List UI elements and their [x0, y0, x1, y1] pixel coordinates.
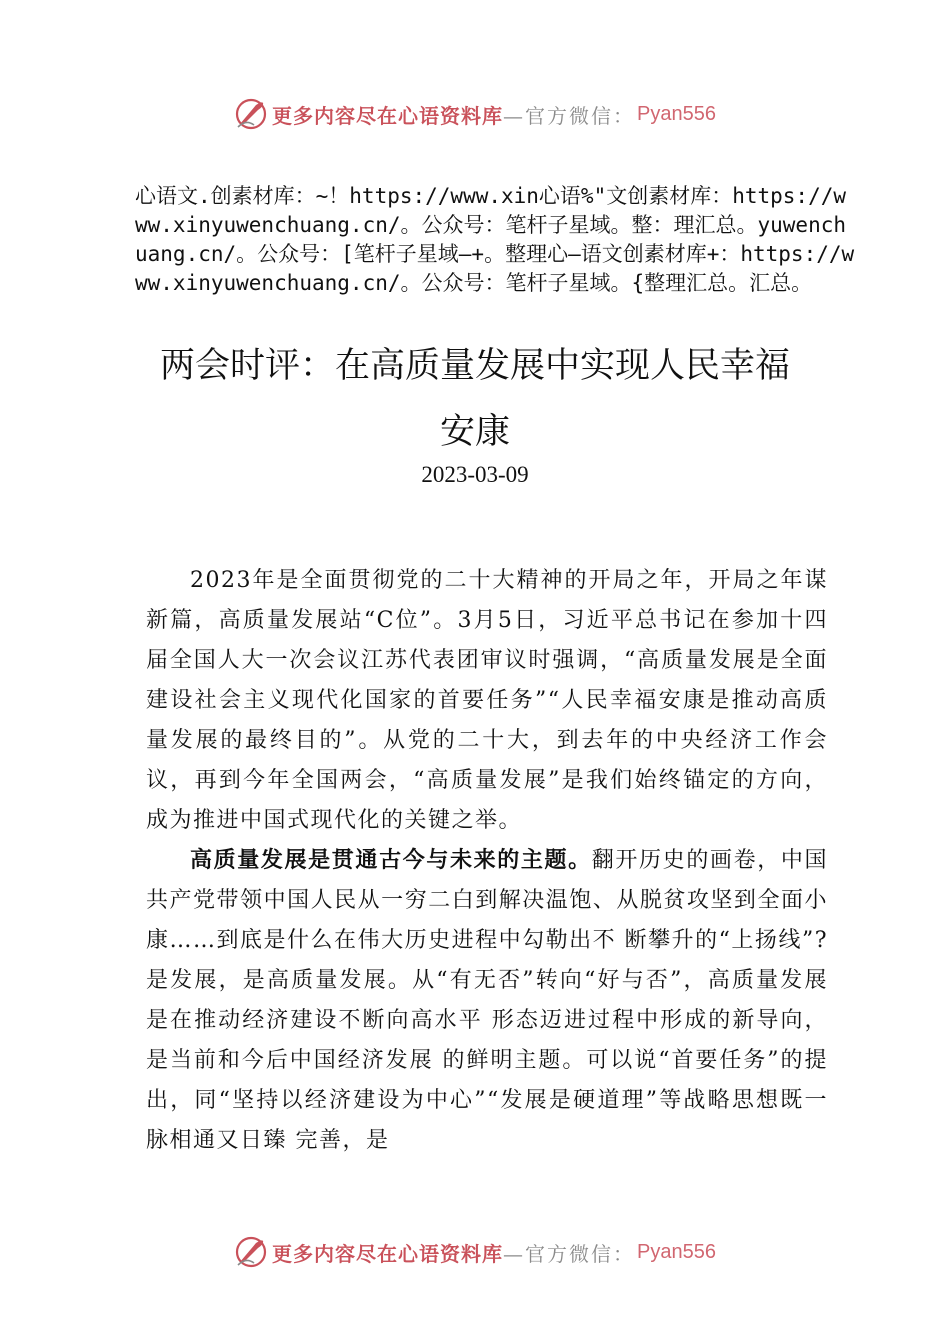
header-wechat-id: Pyan556: [637, 102, 716, 125]
footer-wechat-id: Pyan556: [637, 1240, 716, 1263]
quill-logo-icon: [234, 97, 268, 131]
header-banner-dash: —官方微信：: [503, 103, 636, 128]
paragraph-2-lead: 高质量发展是贯通古今与未来的主题。: [190, 848, 592, 873]
header-banner: [0, 94, 950, 134]
footer-banner-dash: —官方微信：: [503, 1241, 636, 1266]
paragraph-2: [146, 841, 828, 1161]
source-text-block: 心语文.创素材库：~！https://www.xin心语%"文创素材库：https://www.xinyuwenchuang.cn/。公众号：笔杆子星域。整：理汇总。yuwenchuang.cn/。公众号：[笔杆子星域—+。整理心—语文创素材库+：https://www.xinyuwenchuang.cn/。公众号：笔杆子星域。{整理汇总。汇总。: [135, 184, 855, 295]
footer-banner: [0, 1232, 950, 1272]
article-body: [146, 561, 828, 1161]
footer-banner-text: 更多内容尽在心语资料库: [272, 1241, 504, 1266]
article-title: 两会时评：在高质量发展中实现人民幸福安康: [159, 346, 790, 452]
paragraph-1: 2023年是全面贯彻党的二十大精神的开局之年，开局之年谋新篇，高质量发展站“C位”。3月5日，习近平总书记在参加十四届全国人大一次会议江苏代表团审议时强调，“高质量发展是全面建设社会主义现代化国家的首要任务”“人民幸福安康是推动高质量发展的最终目的”。从党的二十大，到去年的中央经济工作会议，再到今年全国两会，“高质量发展”是我们始终锚定的方向，成为推进中国式现代化的关键之举。: [146, 568, 828, 833]
article-date: 2023-03-09: [421, 462, 529, 487]
paragraph-2-text: 翻开历史的画卷，中国共产党带领中国人民从一穷二白到解决温饱、从脱贫攻坚到全面小康……到底是什么在伟大历史进程中勾勒出不 断攀升的“上扬线”?是发展，是高质量发展。从“有无否”转向“好与否”，高质量发展是在推动经济建设不断向高水平 形态迈进过程中形成的新导向，是当前和今后中国经济发展 的鲜明主题。可以说“首要任务”的提出，同“坚持以经济建设为中心”“发展是硬道理”等战略思想既一脉相通又日臻 完善，是: [146, 848, 828, 1153]
header-banner-text: 更多内容尽在心语资料库: [272, 103, 504, 128]
quill-logo-icon: [234, 1235, 268, 1269]
